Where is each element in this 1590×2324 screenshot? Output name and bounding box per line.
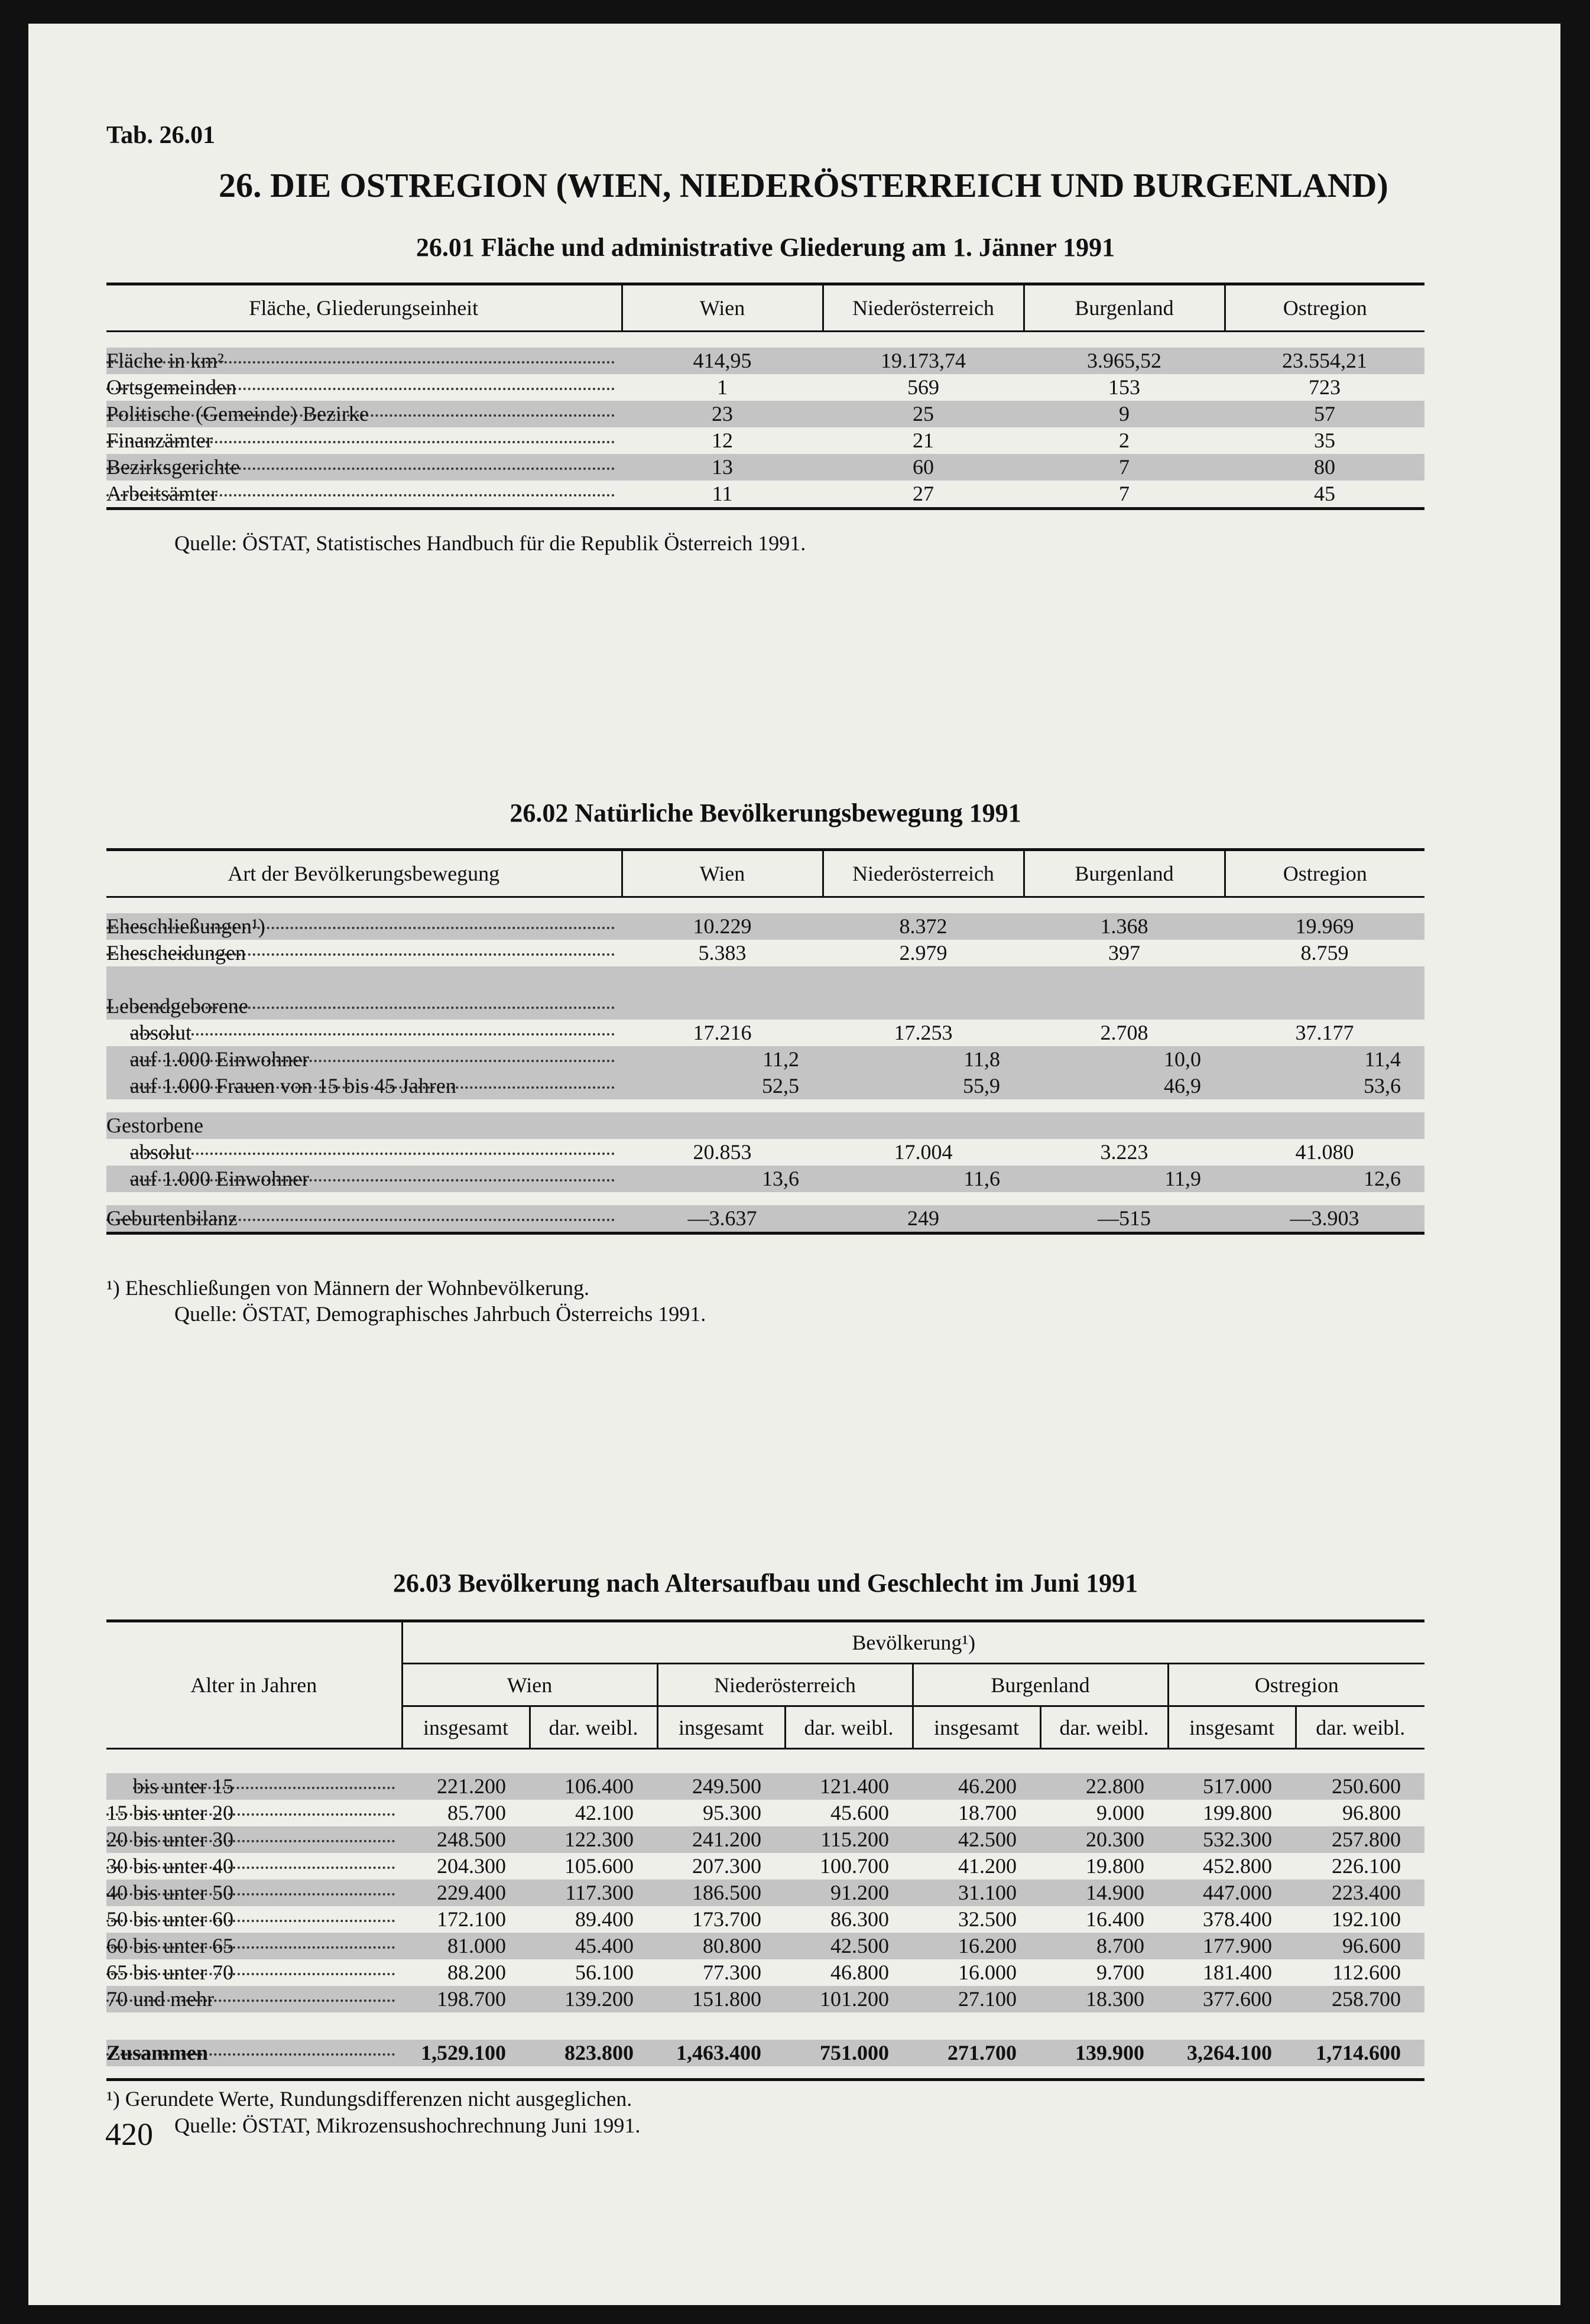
table-cell: 19.173,74 — [823, 348, 1024, 374]
table-cell: 100.700 — [820, 1854, 889, 1878]
row-label-cell — [106, 1880, 402, 1906]
subcol-header: dar. weibl. — [1296, 1706, 1424, 1749]
row-label: 15 bis unter 20 — [106, 1801, 233, 1825]
row-label-cell — [106, 1073, 622, 1099]
table-cell: 139.200 — [530, 1986, 657, 2013]
table3-footnote: ¹) Gerundete Werte, Rundungsdifferenzen nicht ausgeglichen. — [106, 2087, 632, 2111]
table3-title: 26.03 Bevölkerung nach Altersaufbau und Geschlecht im Juni 1991 — [392, 1569, 1138, 1598]
total-cell: 271.700 — [913, 2040, 1040, 2066]
table-cell: 11,9 — [1024, 1166, 1225, 1192]
total-cell: 139.900 — [1040, 2040, 1168, 2066]
subcol-header: dar. weibl. — [785, 1706, 913, 1749]
total-cell: 1,529.100 — [402, 2040, 530, 2066]
table-cell: 9.700 — [1096, 1961, 1144, 1984]
table-cell: 121.400 — [785, 1773, 913, 1800]
table-cell: 177.900 — [1168, 1933, 1296, 1959]
table-cell: 11,8 — [823, 1046, 1024, 1073]
row-label-cell — [106, 1826, 402, 1853]
table-cell: 16.400 — [1086, 1907, 1144, 1931]
subcol-header: insgesamt — [913, 1706, 1040, 1749]
table-cell: 9 — [1024, 401, 1225, 427]
row-label: 70 und mehr — [106, 1987, 214, 2011]
table-cell: 257.800 — [1296, 1826, 1424, 1853]
table-cell: 248.500 — [402, 1826, 530, 1853]
row-label-cell — [106, 2040, 402, 2066]
table-cell: 3.965,52 — [1024, 348, 1225, 374]
table-cell: 25 — [823, 401, 1024, 427]
table-cell: 186.500 — [657, 1880, 785, 1906]
table-cell: 19.969 — [1225, 913, 1424, 940]
spacer-row — [106, 966, 1424, 993]
table-cell: 18.700 — [958, 1801, 1017, 1825]
row-label: 30 bis unter 40 — [106, 1854, 233, 1878]
row-label: Eheschließungen¹) — [106, 914, 265, 938]
table-cell: 517.000 — [1168, 1773, 1296, 1800]
table-cell: 32.500 — [958, 1907, 1017, 1931]
table-cell: 13,6 — [622, 1166, 823, 1192]
col-header: Burgenland — [1024, 284, 1225, 332]
table-cell: 42.500 — [785, 1933, 913, 1959]
table-cell: 377.600 — [1168, 1986, 1296, 2013]
row-label-cell — [106, 1933, 402, 1959]
leader-dots — [130, 1153, 615, 1155]
table-cell: 45 — [1225, 481, 1424, 509]
table-cell: 41.200 — [958, 1854, 1017, 1878]
table-row — [106, 1166, 1424, 1192]
table-cell: 20.853 — [693, 1140, 752, 1164]
table-row — [106, 1986, 1424, 2013]
table-cell: —3.903 — [1225, 1205, 1424, 1234]
row-label-cell — [106, 1853, 402, 1880]
subcol-header: insgesamt — [1168, 1706, 1296, 1749]
table-cell — [1024, 993, 1225, 1020]
row-label-cell — [106, 1020, 622, 1046]
row-label-cell — [106, 348, 622, 374]
table-cell: 45.600 — [830, 1801, 889, 1825]
table-cell: 117.300 — [530, 1880, 657, 1906]
row-label: 65 bis unter 70 — [106, 1961, 233, 1984]
region-header: Wien — [402, 1664, 657, 1706]
table1 — [106, 283, 1424, 510]
table-row — [106, 1880, 1424, 1906]
table-cell: 250.600 — [1296, 1773, 1424, 1800]
table-row — [106, 1205, 1424, 1234]
table2-title: 26.02 Natürliche Bevölkerungsbewegung 1991 — [510, 799, 1021, 827]
table-cell — [823, 1112, 1024, 1139]
table-row — [106, 1933, 1424, 1959]
table-row — [106, 1800, 1424, 1826]
table-row — [106, 1959, 1424, 1986]
table-cell: 85.700 — [447, 1801, 506, 1825]
table-cell: 249 — [823, 1205, 1024, 1234]
table-cell: 88.200 — [447, 1961, 506, 1984]
row-label: Gestorbene — [106, 1114, 203, 1137]
row-label-cell — [106, 1139, 622, 1166]
table-cell: 52,5 — [622, 1073, 823, 1099]
table-cell: 13 — [622, 454, 823, 481]
row-label-cell — [106, 1773, 402, 1800]
col-header: Fläche, Gliederungseinheit — [106, 284, 622, 332]
table-cell: 115.200 — [785, 1826, 913, 1853]
table-cell: 95.300 — [703, 1801, 761, 1825]
table-cell: 181.400 — [1203, 1961, 1272, 1984]
table-cell: 17.004 — [894, 1140, 953, 1164]
table-cell: 414,95 — [622, 348, 823, 374]
spacer-row — [106, 1099, 1424, 1112]
table-cell: 91.200 — [785, 1880, 913, 1906]
table-row — [106, 427, 1424, 454]
table-cell: 55,9 — [823, 1073, 1024, 1099]
table-cell: 89.400 — [575, 1907, 634, 1931]
table-cell — [1225, 1112, 1424, 1139]
col-header: Wien — [622, 850, 823, 897]
row-label-cell — [106, 1800, 402, 1826]
region-header: Ostregion — [1168, 1664, 1424, 1706]
spacer-row — [106, 2013, 1424, 2040]
table-cell: 8.700 — [1040, 1933, 1168, 1959]
row-label-cell — [106, 1959, 402, 1986]
row-label: Ortsgemeinden — [106, 375, 236, 399]
table-cell: 199.800 — [1203, 1801, 1272, 1825]
table-cell: 258.700 — [1296, 1986, 1424, 2013]
table-cell: 5.383 — [698, 941, 747, 965]
row-label: auf 1.000 Einwohner — [130, 1167, 309, 1190]
table-cell — [1225, 993, 1424, 1020]
leader-dots — [130, 1033, 615, 1036]
table-cell: 12 — [712, 429, 733, 452]
table-cell — [823, 993, 1024, 1020]
table-cell: 46.200 — [913, 1773, 1040, 1800]
table-cell: 27 — [823, 481, 1024, 509]
table-cell: 42.100 — [575, 1801, 634, 1825]
row-header: Alter in Jahren — [106, 1621, 402, 1749]
total-cell: 823.800 — [530, 2040, 657, 2066]
table-cell: 112.600 — [1332, 1961, 1401, 1984]
table-cell: 723 — [1309, 375, 1341, 399]
table-cell: 14.900 — [1040, 1880, 1168, 1906]
table-cell: 198.700 — [402, 1986, 530, 2013]
table-row — [106, 940, 1424, 966]
table-cell: 229.400 — [402, 1880, 530, 1906]
table-cell: 7 — [1024, 454, 1225, 481]
table-cell: 45.400 — [530, 1933, 657, 1959]
table-cell: 23.554,21 — [1225, 348, 1424, 374]
total-cell: 751.000 — [785, 2040, 913, 2066]
table-row — [106, 1906, 1424, 1933]
table-cell: 106.400 — [530, 1773, 657, 1800]
table-cell: 77.300 — [703, 1961, 761, 1984]
table-cell: 223.400 — [1296, 1880, 1424, 1906]
table-cell: 16.200 — [913, 1933, 1040, 1959]
row-label: Zusammen — [106, 2041, 209, 2065]
table-cell: 151.800 — [657, 1986, 785, 2013]
table-cell: 452.800 — [1203, 1854, 1272, 1878]
table-cell: 249.500 — [657, 1773, 785, 1800]
table-cell: 532.300 — [1168, 1826, 1296, 1853]
table-cell: 569 — [907, 375, 939, 399]
page-number: 420 — [105, 2117, 153, 2152]
row-label-cell — [106, 993, 622, 1020]
table3 — [106, 1619, 1424, 2081]
table-cell: 173.700 — [692, 1907, 761, 1931]
table-cell: 8.759 — [1300, 941, 1349, 965]
subcol-header: insgesamt — [402, 1706, 530, 1749]
col-header: Art der Bevölkerungsbewegung — [106, 850, 622, 897]
table-cell: 1.368 — [1024, 913, 1225, 940]
subcol-header: insgesamt — [657, 1706, 785, 1749]
row-label: 40 bis unter 50 — [106, 1881, 233, 1904]
total-cell: 1,714.600 — [1296, 2040, 1424, 2066]
table-cell: 35 — [1314, 429, 1335, 452]
row-label-cell — [106, 940, 622, 966]
table-cell: 192.100 — [1332, 1907, 1401, 1931]
row-label: auf 1.000 Einwohner — [130, 1047, 309, 1071]
table-cell: 122.300 — [530, 1826, 657, 1853]
table-cell: 12,6 — [1225, 1166, 1424, 1192]
table-row — [106, 1020, 1424, 1046]
table-cell: 10,0 — [1024, 1046, 1225, 1073]
table-cell: 11,2 — [622, 1046, 823, 1073]
row-label-cell — [106, 427, 622, 454]
table-row — [106, 1073, 1424, 1099]
col-header: Ostregion — [1225, 284, 1424, 332]
table-cell: 241.200 — [657, 1826, 785, 1853]
table-cell: 37.177 — [1295, 1021, 1354, 1044]
main-title: 26. DIE OSTREGION (WIEN, NIEDERÖSTERREICH UND BURGENLAND) — [219, 166, 1388, 205]
table1-title: 26.01 Fläche und administrative Gliederung am 1. Jänner 1991 — [416, 233, 1115, 262]
table-cell: 207.300 — [692, 1854, 761, 1878]
table-row — [106, 454, 1424, 481]
table-cell: 378.400 — [1203, 1907, 1272, 1931]
table-cell — [622, 993, 823, 1020]
table-cell — [1024, 1112, 1225, 1139]
table-cell: 9.000 — [1096, 1801, 1144, 1825]
row-label: Geburtenbilanz — [106, 1206, 238, 1230]
table-cell: 81.000 — [402, 1933, 530, 1959]
col-header: Niederösterreich — [823, 284, 1024, 332]
subcol-header: dar. weibl. — [530, 1706, 657, 1749]
row-label: Fläche in km² — [106, 349, 224, 372]
table-cell: 31.100 — [913, 1880, 1040, 1906]
row-label: Finanzämter — [106, 429, 213, 452]
table-row — [106, 481, 1424, 509]
table2-source: Quelle: ÖSTAT, Demographisches Jahrbuch Österreichs 1991. — [174, 1302, 706, 1326]
table-row — [106, 1853, 1424, 1880]
table-row — [106, 401, 1424, 427]
table-cell: 96.800 — [1342, 1801, 1401, 1825]
table-row — [106, 913, 1424, 940]
table-cell: 80 — [1225, 454, 1424, 481]
table-cell: 27.100 — [913, 1986, 1040, 2013]
col-header: Ostregion — [1225, 850, 1424, 897]
table-cell: 23 — [622, 401, 823, 427]
table-cell: 10.229 — [622, 913, 823, 940]
table-cell: 46.800 — [830, 1961, 889, 1984]
row-label: Ehescheidungen — [106, 941, 246, 965]
table2-footnote: ¹) Eheschließungen von Männern der Wohnbevölkerung. — [106, 1276, 590, 1300]
table-row — [106, 374, 1424, 401]
row-label: absolut — [130, 1021, 192, 1044]
table-cell: 172.100 — [437, 1907, 506, 1931]
table-cell: 204.300 — [437, 1854, 506, 1878]
table-cell: 17.216 — [693, 1021, 752, 1044]
row-label-cell — [106, 1986, 402, 2013]
col-header: Wien — [622, 284, 823, 332]
region-header: Niederösterreich — [657, 1664, 913, 1706]
table1-source: Quelle: ÖSTAT, Statistisches Handbuch für die Republik Österreich 1991. — [174, 531, 806, 555]
table-cell: 41.080 — [1295, 1140, 1354, 1164]
table-cell: 22.800 — [1040, 1773, 1168, 1800]
row-label-cell — [106, 401, 622, 427]
table-cell: —3.637 — [622, 1205, 823, 1234]
table2 — [106, 848, 1424, 1235]
table-cell: 16.000 — [958, 1961, 1017, 1984]
table-cell: 2 — [1119, 429, 1130, 452]
table-cell: 397 — [1108, 941, 1140, 965]
col-header: Niederösterreich — [823, 850, 1024, 897]
table-cell: 153 — [1108, 375, 1140, 399]
row-label-cell — [106, 913, 622, 940]
row-label: Lebendgeborene — [106, 994, 248, 1018]
table-cell: 20.300 — [1040, 1826, 1168, 1853]
row-label: Arbeitsämter — [106, 482, 218, 505]
table-cell: 447.000 — [1168, 1880, 1296, 1906]
table-cell: 105.600 — [564, 1854, 634, 1878]
table-cell: —515 — [1024, 1205, 1225, 1234]
row-label: bis unter 15 — [133, 1774, 233, 1798]
row-label-cell — [106, 454, 622, 481]
row-label-cell — [106, 1205, 622, 1234]
total-row — [106, 2040, 1424, 2066]
group-header: Bevölkerung¹) — [402, 1621, 1424, 1664]
table-cell: 7 — [1024, 481, 1225, 509]
table-cell: 80.800 — [657, 1933, 785, 1959]
table-cell: 11,4 — [1225, 1046, 1424, 1073]
row-label: Politische (Gemeinde) Bezirke — [106, 402, 369, 426]
table3-source: Quelle: ÖSTAT, Mikrozensushochrechnung Juni 1991. — [174, 2114, 641, 2137]
table-cell: 17.253 — [894, 1021, 953, 1044]
table-cell: 2.708 — [1100, 1021, 1148, 1044]
table-cell: 96.600 — [1296, 1933, 1424, 1959]
total-cell: 3,264.100 — [1168, 2040, 1296, 2066]
row-label-cell — [106, 1906, 402, 1933]
row-label-cell — [106, 374, 622, 401]
table-cell: 2.979 — [899, 941, 947, 965]
table-row — [106, 1046, 1424, 1073]
row-label: 60 bis unter 65 — [106, 1934, 233, 1958]
table-row — [106, 1773, 1424, 1800]
table-number: Tab. 26.01 — [106, 122, 216, 149]
table-cell: 11 — [622, 481, 823, 509]
table-cell: 19.800 — [1086, 1854, 1144, 1878]
table-cell: 53,6 — [1225, 1073, 1424, 1099]
table-cell: 18.300 — [1040, 1986, 1168, 2013]
region-header: Burgenland — [913, 1664, 1168, 1706]
row-label: 20 bis unter 30 — [106, 1828, 233, 1851]
row-label: Bezirksgerichte — [106, 455, 240, 479]
table-cell: 21 — [913, 429, 934, 452]
row-label: 50 bis unter 60 — [106, 1907, 233, 1931]
table-cell: 60 — [823, 454, 1024, 481]
table-cell: 3.223 — [1100, 1140, 1148, 1164]
row-label: auf 1.000 Frauen von 15 bis 45 Jahren — [130, 1074, 456, 1098]
total-cell: 1,463.400 — [657, 2040, 785, 2066]
table-row — [106, 993, 1424, 1020]
table-cell: 86.300 — [830, 1907, 889, 1931]
table-cell: 46,9 — [1024, 1073, 1225, 1099]
table-cell — [622, 1112, 823, 1139]
table-cell: 42.500 — [913, 1826, 1040, 1853]
table-row — [106, 1112, 1424, 1139]
row-label-cell — [106, 1046, 622, 1073]
table-row — [106, 1826, 1424, 1853]
table-row — [106, 1139, 1424, 1166]
row-label-cell — [106, 481, 622, 509]
table-cell: 1 — [717, 375, 728, 399]
table-cell: 11,6 — [823, 1166, 1024, 1192]
table-cell: 57 — [1225, 401, 1424, 427]
table-cell: 8.372 — [823, 913, 1024, 940]
table-cell: 56.100 — [575, 1961, 634, 1984]
table-cell: 221.200 — [402, 1773, 530, 1800]
col-header: Burgenland — [1024, 850, 1225, 897]
subcol-header: dar. weibl. — [1040, 1706, 1168, 1749]
row-label: absolut — [130, 1140, 192, 1164]
table-cell: 101.200 — [785, 1986, 913, 2013]
table-row — [106, 348, 1424, 374]
table-cell: 226.100 — [1332, 1854, 1401, 1878]
row-label-cell — [106, 1112, 622, 1139]
row-label-cell — [106, 1166, 622, 1192]
spacer-row — [106, 1192, 1424, 1205]
